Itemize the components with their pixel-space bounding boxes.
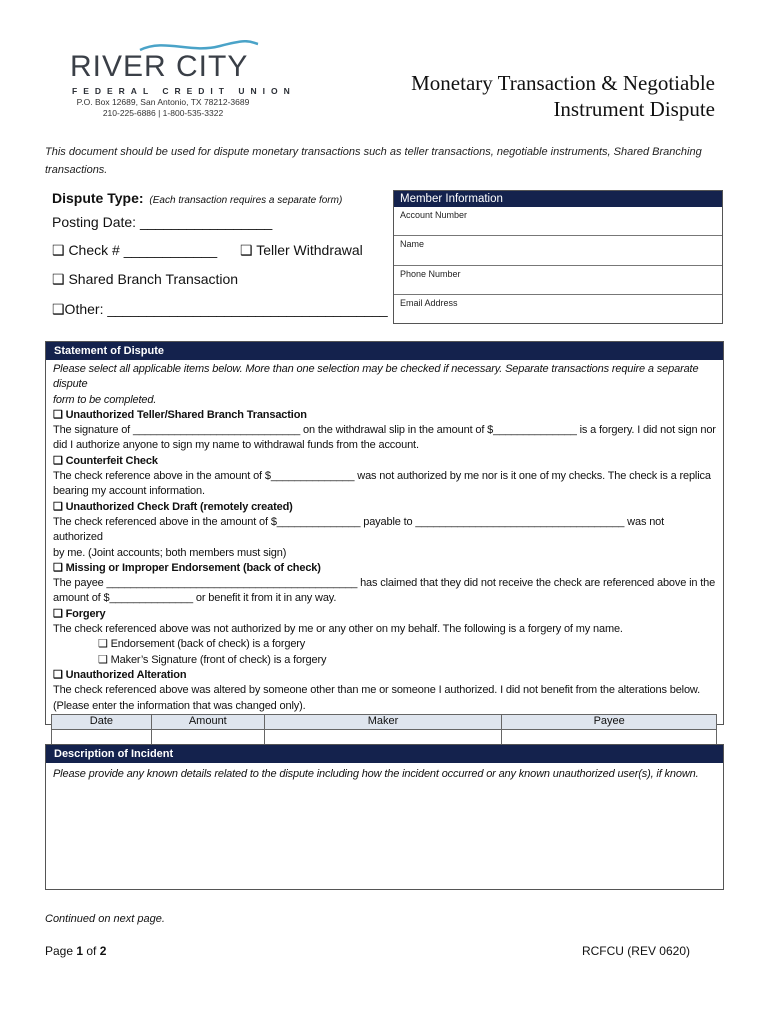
member-information-box: [393, 190, 723, 324]
description-header: Description of Incident: [46, 745, 723, 763]
option-unauthorized-alteration[interactable]: ❑ Unauthorized Alteration: [53, 668, 187, 681]
statement-instructions-2: form to be completed.: [53, 393, 157, 406]
logo-phones: 210-225-6886 | 1-800-535-3322: [102, 108, 224, 118]
statement-line: The check referenced above in the amount of $______________ payable to ___________________________________ was not authorized: [53, 515, 665, 544]
logo-subtitle: FEDERAL CREDIT UNION: [72, 86, 296, 96]
statement-line: (Please enter the information that was changed only).: [53, 699, 306, 712]
statement-body: [46, 360, 723, 714]
document-title: [411, 70, 715, 122]
table-header-row: [52, 714, 717, 729]
page-prefix: Page: [45, 944, 77, 958]
logo-address: P.O. Box 12689, San Antonio, TX 78212-3689: [76, 97, 250, 107]
revision-code: RCFCU (REV 0620): [581, 944, 690, 958]
logo-name: RIVER CITY: [70, 50, 249, 83]
account-number-field[interactable]: Account Number: [400, 210, 468, 220]
option-unauthorized-teller[interactable]: ❑ Unauthorized Teller/Shared Branch Transaction: [53, 408, 307, 421]
forgery-maker-signature-option[interactable]: ❑ Maker’s Signature (front of check) is a forgery: [98, 653, 327, 666]
statement-line: The check referenced above was altered by someone other than me or someone I authorized. I did not benefit from the alterations below.: [53, 684, 701, 697]
page-number: [45, 944, 106, 958]
title-line-1: Monetary Transaction & Negotiable: [411, 71, 715, 95]
member-info-header: Member Information: [394, 191, 722, 207]
check-number-option[interactable]: ❑ Check # ____________: [52, 242, 218, 258]
page-of: of: [83, 944, 100, 958]
logo-address-block: [72, 97, 254, 119]
posting-date-field[interactable]: Posting Date: _________________: [52, 214, 273, 230]
dispute-type-heading: [52, 190, 342, 206]
option-forgery[interactable]: ❑ Forgery: [53, 607, 106, 620]
statement-line: by me. (Joint accounts; both members must sign): [53, 546, 287, 559]
continued-note: Continued on next page.: [45, 913, 165, 925]
column-payee: Payee: [502, 714, 717, 729]
column-amount: Amount: [151, 714, 264, 729]
phone-number-field[interactable]: Phone Number: [394, 265, 722, 294]
statement-line: did I authorize anyone to sign my name to withdrawal funds from the account.: [53, 439, 419, 452]
column-maker: Maker: [264, 714, 502, 729]
page-current: 1: [76, 944, 84, 958]
statement-header: Statement of Dispute: [46, 342, 723, 360]
other-option[interactable]: ❑Other: ____________________________________: [52, 301, 388, 317]
forgery-endorsement-option[interactable]: ❑ Endorsement (back of check) is a forgery: [98, 638, 306, 651]
description-of-incident-section: [45, 744, 724, 890]
column-date: Date: [52, 714, 152, 729]
page-total: 2: [99, 944, 107, 958]
email-address-field[interactable]: Email Address: [394, 294, 722, 323]
title-line-2: Instrument Dispute: [553, 97, 715, 121]
description-input-area[interactable]: Please provide any known details related to the dispute including how the incident occurred or any known unauthorized user(s), if known.: [53, 768, 699, 780]
dispute-type-label: Dispute Type:: [52, 190, 144, 206]
statement-line: amount of $______________ or benefit it from it in any way.: [53, 592, 337, 605]
option-missing-endorsement[interactable]: ❑ Missing or Improper Endorsement (back of check): [53, 561, 321, 574]
statement-line: The payee __________________________________________ has claimed that they did not receive the check are referenced above in the: [53, 577, 716, 590]
statement-of-dispute-section: [45, 341, 724, 728]
teller-withdrawal-option[interactable]: ❑ Teller Withdrawal: [240, 242, 363, 258]
statement-line: The check reference above in the amount of $______________ was not authorized by me nor is it one of my checks. The check is a replica: [53, 470, 711, 483]
name-field[interactable]: Name: [394, 235, 722, 265]
statement-line: bearing my account information.: [53, 485, 205, 498]
shared-branch-option[interactable]: ❑ Shared Branch Transaction: [52, 271, 239, 287]
statement-line: The check referenced above was not authorized by me or any other on my behalf. The following is a forgery of my name.: [53, 623, 623, 636]
statement-line: The signature of ____________________________ on the withdrawal slip in the amount of $______________ is a forgery. I did not sign nor: [53, 424, 716, 437]
intro-text: This document should be used for dispute monetary transactions such as teller transactions, negotiable instruments, Shared Branching transactions.: [45, 146, 702, 176]
statement-instructions-1: Please select all applicable items below. More than one selection may be checked if necessary. Separate transactions require a separate dispute: [53, 363, 699, 391]
option-counterfeit-check[interactable]: ❑ Counterfeit Check: [53, 454, 158, 467]
option-unauthorized-check-draft[interactable]: ❑ Unauthorized Check Draft (remotely created): [53, 500, 293, 513]
dispute-type-note: (Each transaction requires a separate form): [149, 195, 343, 206]
